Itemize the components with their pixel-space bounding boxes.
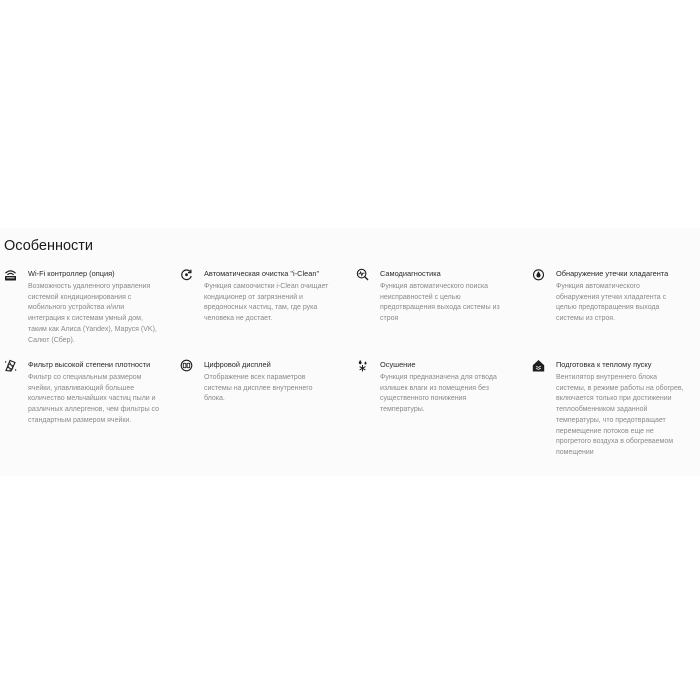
feature-description: Функция предназначена для отвода излишек влаги из помещения без существенного понижения температуры. — [380, 374, 497, 414]
feature-title: Подготовка к теплому пуску — [556, 360, 652, 369]
section-title: Особенности — [4, 238, 94, 254]
auto-clean-icon — [180, 268, 193, 281]
feature-description: Фильтр со специальным размером ячейки, улавливающий большее количество мельчайших частиц пыли и различных аллергенов, чем фильтры со стандартным размером ячейки. — [28, 374, 160, 424]
features-section — [0, 228, 700, 476]
self-diagnostics-icon — [356, 268, 369, 281]
warm-start-icon — [532, 359, 545, 372]
feature-title: Фильтр высокой степени плотности — [28, 360, 151, 369]
feature-title: Цифровой дисплей — [204, 360, 271, 369]
high-density-filter-icon — [4, 359, 17, 372]
feature-description: Функция автоматического поиска неисправностей с целью предотвращения выхода системы из строя — [380, 283, 500, 323]
feature-description: Вентилятор внутреннего блока системы, в режиме работы на обогрев, включается только при достижении теплообменником заданной температуры, что предотвращает перемещение потоков еще не прогретого воздуха в обогреваемом помещении — [556, 374, 684, 456]
dehumidification-icon — [356, 359, 369, 372]
feature-title: Осушение — [380, 360, 416, 369]
feature-description: Возможность удаленного управления системой кондиционирования с мобильного устройства и/или интеграция к системам умный дом, таким как Алиса (Yandex), Маруся (VK), Салют (Сбер). — [28, 283, 157, 344]
feature-title: Wi-Fi контроллер (опция) — [28, 269, 115, 278]
feature-title: Самодиагностика — [380, 269, 441, 278]
refrigerant-leak-icon — [532, 268, 545, 281]
feature-description: Функция самоочистки i-Clean очищает кондиционер от загрязнений и вредоносных частиц, там, где рука человека не достает. — [204, 283, 329, 323]
feature-title: Автоматическая очистка "i-Clean" — [204, 269, 320, 278]
wifi-controller-icon — [4, 268, 17, 281]
feature-title: Обнаружение утечки хладагента — [556, 269, 669, 278]
digital-display-icon — [180, 359, 193, 372]
feature-description: Отображение всех параметров системы на дисплее внутреннего блока. — [204, 374, 313, 403]
feature-description: Функция автоматического обнаружения утечки хладагента с целью предотвращения выхода системы из строя. — [556, 283, 667, 323]
